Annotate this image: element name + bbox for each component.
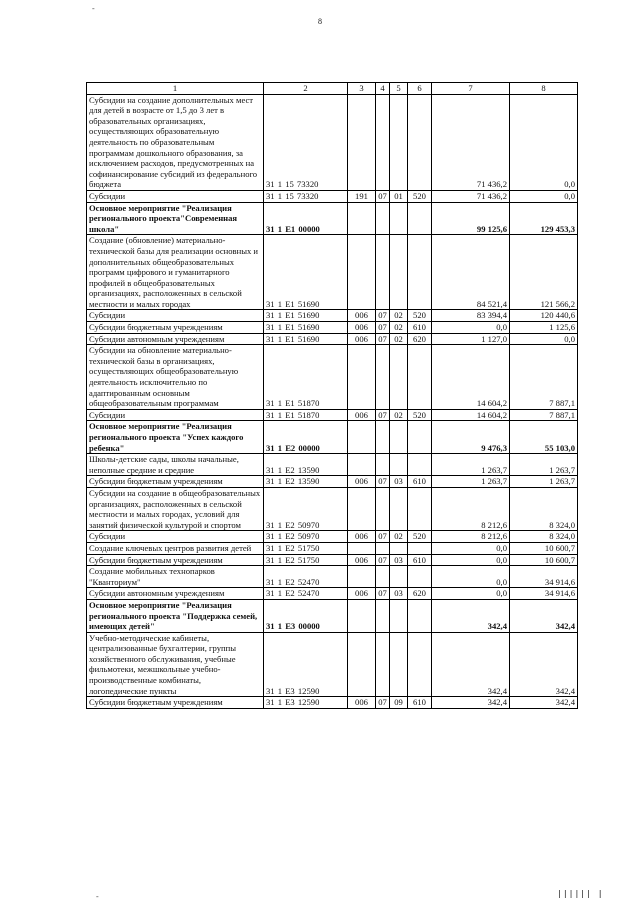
row-c4: 07 [376, 310, 390, 322]
row-c5 [390, 599, 408, 632]
row-c5: 09 [390, 697, 408, 709]
row-c5: 02 [390, 333, 408, 345]
row-value-8: 0,0 [510, 190, 578, 202]
row-c4 [376, 487, 390, 530]
row-c6 [408, 235, 432, 310]
row-value-7: 14 604,2 [432, 409, 510, 421]
row-c6: 610 [408, 697, 432, 709]
row-value-8: 0,0 [510, 94, 578, 190]
row-c3 [348, 542, 376, 554]
table-row [87, 409, 578, 421]
row-name: Субсидии на создание дополнительных мест для детей в возрасте от 1,5 до 3 лет в образовательных организациях, осуществляющих образовательную деятельность по образовательным программам дошкольного образования, за исключением расходов, предусмотренных на софинансирование субсидий из федерального бюджета [87, 94, 264, 190]
row-c3 [348, 202, 376, 235]
row-code: 31 1 15 73320 [264, 94, 348, 190]
row-name: Учебно-методические кабинеты, централизованные бухгалтерии, группы хозяйственного обслуживания, учебные фильмотеки, межшкольные учебно-производственные комбинаты, логопедические пункты [87, 632, 264, 697]
row-c4: 07 [376, 554, 390, 566]
table-row [87, 310, 578, 322]
row-c4 [376, 94, 390, 190]
table-row [87, 235, 578, 310]
row-c6 [408, 202, 432, 235]
row-name: Субсидии бюджетным учреждениям [87, 697, 264, 709]
row-code: 31 1 E2 51750 [264, 554, 348, 566]
row-value-8: 0,0 [510, 333, 578, 345]
row-c5 [390, 632, 408, 697]
row-c3 [348, 566, 376, 588]
row-c5: 02 [390, 322, 408, 334]
row-value-7: 71 436,2 [432, 94, 510, 190]
table-row [87, 333, 578, 345]
bottom-mark: - [96, 892, 99, 901]
row-name: Основное мероприятие "Реализация регионального проекта "Поддержка семей, имеющих детей" [87, 599, 264, 632]
row-c3 [348, 421, 376, 454]
row-name: Субсидии автономным учреждениям [87, 333, 264, 345]
row-c3 [348, 487, 376, 530]
row-value-8: 121 566,2 [510, 235, 578, 310]
column-header: 2 [264, 83, 348, 95]
row-c6: 610 [408, 476, 432, 488]
row-c3: 006 [348, 322, 376, 334]
row-value-7: 342,4 [432, 632, 510, 697]
table-row [87, 476, 578, 488]
row-c5 [390, 235, 408, 310]
row-name: Субсидии [87, 531, 264, 543]
row-c3 [348, 345, 376, 410]
row-value-7: 71 436,2 [432, 190, 510, 202]
row-value-7: 9 476,3 [432, 421, 510, 454]
row-c3 [348, 599, 376, 632]
row-c3: 006 [348, 409, 376, 421]
row-c3 [348, 454, 376, 476]
table-row [87, 454, 578, 476]
row-c4 [376, 542, 390, 554]
row-c5: 03 [390, 554, 408, 566]
row-value-8: 34 914,6 [510, 566, 578, 588]
row-c6: 520 [408, 190, 432, 202]
column-header: 7 [432, 83, 510, 95]
row-c6: 620 [408, 333, 432, 345]
row-value-8: 7 887,1 [510, 409, 578, 421]
row-name: Субсидии [87, 190, 264, 202]
row-code: 31 1 E2 13590 [264, 454, 348, 476]
row-c6 [408, 542, 432, 554]
row-value-7: 8 212,6 [432, 487, 510, 530]
row-value-8: 34 914,6 [510, 588, 578, 600]
row-c4 [376, 235, 390, 310]
row-c3: 006 [348, 697, 376, 709]
row-c4: 07 [376, 588, 390, 600]
column-header: 8 [510, 83, 578, 95]
row-c3: 006 [348, 588, 376, 600]
budget-table [86, 82, 578, 709]
row-name: Субсидии [87, 409, 264, 421]
corner-mark: - [92, 4, 95, 13]
row-value-7: 84 521,4 [432, 235, 510, 310]
table-row [87, 322, 578, 334]
row-c6: 520 [408, 310, 432, 322]
row-c4 [376, 345, 390, 410]
row-value-8: 8 324,0 [510, 531, 578, 543]
row-value-8: 342,4 [510, 599, 578, 632]
row-name: Создание мобильных технопарков "Кванториум" [87, 566, 264, 588]
row-c5: 01 [390, 190, 408, 202]
row-name: Создание (обновление) материально-технической базы для реализации основных и дополнительных общеобразовательных программ цифрового и гуманитарного профилей в общеобразовательных организациях, расположенных в сельской местности и малых городах [87, 235, 264, 310]
row-code: 31 1 E2 13590 [264, 476, 348, 488]
row-c5 [390, 487, 408, 530]
row-c3: 006 [348, 310, 376, 322]
row-c6 [408, 421, 432, 454]
row-value-7: 83 394,4 [432, 310, 510, 322]
row-name: Субсидии бюджетным учреждениям [87, 476, 264, 488]
row-c4: 07 [376, 531, 390, 543]
row-code: 31 1 E1 51690 [264, 322, 348, 334]
row-code: 31 1 E1 51690 [264, 310, 348, 322]
table-header-row [87, 83, 578, 95]
row-value-8: 10 600,7 [510, 554, 578, 566]
row-c4: 07 [376, 697, 390, 709]
row-c5 [390, 421, 408, 454]
row-c4: 07 [376, 409, 390, 421]
row-value-7: 14 604,2 [432, 345, 510, 410]
column-header: 4 [376, 83, 390, 95]
row-value-7: 8 212,6 [432, 531, 510, 543]
row-name: Субсидии бюджетным учреждениям [87, 554, 264, 566]
row-c3: 191 [348, 190, 376, 202]
row-code: 31 1 E1 00000 [264, 202, 348, 235]
row-c4: 07 [376, 190, 390, 202]
row-c6 [408, 94, 432, 190]
column-header: 5 [390, 83, 408, 95]
scan-code: |||||| | [557, 889, 604, 898]
row-c4 [376, 632, 390, 697]
row-value-8: 55 103,0 [510, 421, 578, 454]
row-c6 [408, 566, 432, 588]
row-name: Субсидии [87, 310, 264, 322]
row-name: Основное мероприятие "Реализация регионального проекта"Современная школа" [87, 202, 264, 235]
row-value-8: 1 263,7 [510, 476, 578, 488]
row-c4: 07 [376, 333, 390, 345]
row-c5 [390, 345, 408, 410]
row-code: 31 1 E1 51690 [264, 333, 348, 345]
row-code: 31 1 E3 12590 [264, 632, 348, 697]
row-value-7: 342,4 [432, 697, 510, 709]
row-name: Субсидии автономным учреждениям [87, 588, 264, 600]
column-header: 3 [348, 83, 376, 95]
table-row [87, 599, 578, 632]
row-value-8: 1 125,6 [510, 322, 578, 334]
row-name: Школы-детские сады, школы начальные, неполные средние и средние [87, 454, 264, 476]
table-row [87, 345, 578, 410]
row-value-7: 99 125,6 [432, 202, 510, 235]
row-c6: 610 [408, 554, 432, 566]
row-code: 31 1 E2 50970 [264, 487, 348, 530]
table-row [87, 542, 578, 554]
row-c6 [408, 632, 432, 697]
row-value-8: 1 263,7 [510, 454, 578, 476]
row-code: 31 1 15 73320 [264, 190, 348, 202]
row-c3: 006 [348, 476, 376, 488]
row-c3 [348, 235, 376, 310]
row-value-8: 342,4 [510, 632, 578, 697]
row-c6 [408, 487, 432, 530]
row-value-7: 342,4 [432, 599, 510, 632]
row-name: Субсидии на создание в общеобразовательных организациях, расположенных в сельской местности и малых городах, условий для занятий физической культурой и спортом [87, 487, 264, 530]
row-code: 31 1 E2 51750 [264, 542, 348, 554]
table-row [87, 632, 578, 697]
row-c6: 610 [408, 322, 432, 334]
table-row [87, 588, 578, 600]
row-value-7: 0,0 [432, 542, 510, 554]
row-c4 [376, 421, 390, 454]
row-value-8: 342,4 [510, 697, 578, 709]
table-row [87, 554, 578, 566]
table-row [87, 487, 578, 530]
row-value-7: 0,0 [432, 566, 510, 588]
row-value-7: 0,0 [432, 322, 510, 334]
row-value-7: 0,0 [432, 554, 510, 566]
row-c5 [390, 202, 408, 235]
column-header: 1 [87, 83, 264, 95]
row-value-8: 10 600,7 [510, 542, 578, 554]
row-value-8: 7 887,1 [510, 345, 578, 410]
row-c5: 03 [390, 588, 408, 600]
row-c6: 520 [408, 531, 432, 543]
row-c5 [390, 94, 408, 190]
row-code: 31 1 E1 51870 [264, 409, 348, 421]
row-c5 [390, 566, 408, 588]
row-c3: 006 [348, 333, 376, 345]
column-header: 6 [408, 83, 432, 95]
row-c3: 006 [348, 554, 376, 566]
row-c3 [348, 94, 376, 190]
row-value-8: 129 453,3 [510, 202, 578, 235]
table-row [87, 697, 578, 709]
row-c6: 620 [408, 588, 432, 600]
page-number: 8 [318, 17, 322, 26]
row-c5: 02 [390, 310, 408, 322]
row-value-7: 1 263,7 [432, 454, 510, 476]
row-name: Субсидии бюджетным учреждениям [87, 322, 264, 334]
row-c5: 02 [390, 409, 408, 421]
row-code: 31 1 E2 52470 [264, 566, 348, 588]
row-c4 [376, 566, 390, 588]
row-c3 [348, 632, 376, 697]
table-row [87, 202, 578, 235]
row-c4: 07 [376, 322, 390, 334]
row-c6 [408, 345, 432, 410]
row-c5 [390, 454, 408, 476]
row-value-8: 8 324,0 [510, 487, 578, 530]
row-code: 31 1 E1 51690 [264, 235, 348, 310]
row-value-7: 0,0 [432, 588, 510, 600]
row-c6 [408, 454, 432, 476]
row-code: 31 1 E2 00000 [264, 421, 348, 454]
row-c5: 03 [390, 476, 408, 488]
row-code: 31 1 E3 00000 [264, 599, 348, 632]
row-code: 31 1 E2 50970 [264, 531, 348, 543]
row-c5: 02 [390, 531, 408, 543]
row-name: Основное мероприятие "Реализация регионального проекта "Успех каждого ребенка" [87, 421, 264, 454]
row-value-8: 120 440,6 [510, 310, 578, 322]
row-value-7: 1 263,7 [432, 476, 510, 488]
row-c4 [376, 202, 390, 235]
table-row [87, 94, 578, 190]
row-name: Создание ключевых центров развития детей [87, 542, 264, 554]
row-c4: 07 [376, 476, 390, 488]
row-value-7: 1 127,0 [432, 333, 510, 345]
row-c6: 520 [408, 409, 432, 421]
row-code: 31 1 E3 12590 [264, 697, 348, 709]
row-c3: 006 [348, 531, 376, 543]
table-row [87, 421, 578, 454]
row-code: 31 1 E1 51870 [264, 345, 348, 410]
table-row [87, 190, 578, 202]
row-c5 [390, 542, 408, 554]
table-row [87, 566, 578, 588]
row-c4 [376, 454, 390, 476]
row-code: 31 1 E2 52470 [264, 588, 348, 600]
row-name: Субсидии на обновление материально-технической базы в организациях, осуществляющих общеобразовательную деятельность исключительно по адаптированным основным общеобразовательным программам [87, 345, 264, 410]
row-c4 [376, 599, 390, 632]
row-c6 [408, 599, 432, 632]
table-row [87, 531, 578, 543]
